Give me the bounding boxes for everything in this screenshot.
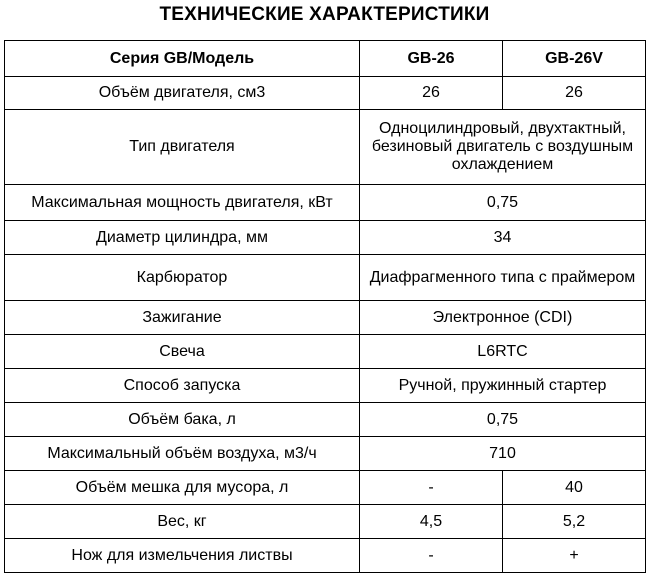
table-row bbox=[5, 255, 646, 301]
param-cell: Диаметр цилиндра, мм bbox=[5, 221, 360, 255]
value-cell-merged: Ручной, пружинный стартер bbox=[360, 369, 646, 403]
table-row bbox=[5, 437, 646, 471]
header-model-gb26: GB-26 bbox=[360, 41, 503, 77]
value-cell-merged: Диафрагменного типа с праймером bbox=[360, 255, 646, 301]
table-row bbox=[5, 471, 646, 505]
value-cell-merged: Одноцилиндровый, двухтактный, безиновый двигатель с воздушным охлаждением bbox=[360, 110, 646, 185]
value-cell-gb26v: 26 bbox=[503, 77, 646, 110]
table-header-row bbox=[5, 41, 646, 77]
header-series-model: Серия GB/Модель bbox=[5, 41, 360, 77]
table-row bbox=[5, 369, 646, 403]
table-row bbox=[5, 301, 646, 335]
value-cell-merged: L6RTC bbox=[360, 335, 646, 369]
param-cell: Максимальная мощность двигателя, кВт bbox=[5, 185, 360, 221]
table-row bbox=[5, 505, 646, 539]
param-cell: Объём бака, л bbox=[5, 403, 360, 437]
param-cell: Карбюратор bbox=[5, 255, 360, 301]
param-cell: Максимальный объём воздуха, м3/ч bbox=[5, 437, 360, 471]
param-cell: Объём двигателя, см3 bbox=[5, 77, 360, 110]
spec-table bbox=[4, 40, 646, 573]
param-cell: Вес, кг bbox=[5, 505, 360, 539]
value-cell-merged: 34 bbox=[360, 221, 646, 255]
table-row bbox=[5, 110, 646, 185]
value-cell-gb26: 4,5 bbox=[360, 505, 503, 539]
table-row bbox=[5, 539, 646, 573]
value-cell-gb26: - bbox=[360, 471, 503, 505]
document-title: ТЕХНИЧЕСКИЕ ХАРАКТЕРИСТИКИ bbox=[159, 4, 490, 25]
table-row bbox=[5, 221, 646, 255]
value-cell-merged: Электронное (CDI) bbox=[360, 301, 646, 335]
value-cell-gb26v: 5,2 bbox=[503, 505, 646, 539]
value-cell-gb26: 26 bbox=[360, 77, 503, 110]
param-cell: Тип двигателя bbox=[5, 110, 360, 185]
header-model-gb26v: GB-26V bbox=[503, 41, 646, 77]
table-row bbox=[5, 185, 646, 221]
table-row bbox=[5, 403, 646, 437]
param-cell: Способ запуска bbox=[5, 369, 360, 403]
value-cell-gb26: - bbox=[360, 539, 503, 573]
param-cell: Нож для измельчения листвы bbox=[5, 539, 360, 573]
value-cell-gb26v: 40 bbox=[503, 471, 646, 505]
param-cell: Объём мешка для мусора, л bbox=[5, 471, 360, 505]
table-row bbox=[5, 335, 646, 369]
value-cell-merged: 0,75 bbox=[360, 185, 646, 221]
value-cell-merged: 0,75 bbox=[360, 403, 646, 437]
param-cell: Свеча bbox=[5, 335, 360, 369]
param-cell: Зажигание bbox=[5, 301, 360, 335]
value-cell-merged: 710 bbox=[360, 437, 646, 471]
table-row bbox=[5, 77, 646, 110]
value-cell-gb26v: + bbox=[503, 539, 646, 573]
